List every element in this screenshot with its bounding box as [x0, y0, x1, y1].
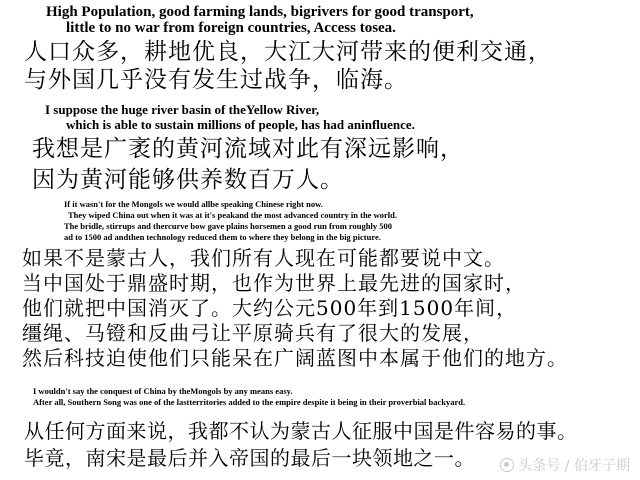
- english-line-4-1: I wouldn't say the conquest of China by theMongols by any means easy.: [33, 386, 293, 396]
- chinese-line-4-1: 从任何方面来说，我都不认为蒙古人征服中国是件容易的事。: [24, 419, 578, 443]
- english-line-3-1: If it wasn't for the Mongols we would allbe speaking Chinese right now.: [64, 199, 323, 209]
- chinese-line-1-1: 人口众多，耕地优良，大江大河带来的便利交通，: [24, 39, 552, 65]
- chinese-line-2-2: 因为黄河能够供养数百万人。: [32, 167, 344, 193]
- english-line-2-2: which is able to sustain millions of people, has had aninfluence.: [66, 117, 415, 132]
- chinese-line-3-4: 缰绳、马镫和反曲弓让平原骑兵有了很大的发展，: [22, 321, 484, 345]
- english-line-3-3: The bridle, stirrups and thercurve bow gave plains horsemen a good run from roughly 500: [64, 221, 392, 231]
- english-line-2-1: I suppose the huge river basin of theYellow River,: [45, 102, 320, 117]
- watermark: [500, 455, 630, 475]
- chinese-line-3-3: 他们就把中国消灭了。大约公元500年到1500年间，: [22, 296, 518, 320]
- chinese-line-1-2: 与外国几乎没有发生过战争，临海。: [24, 67, 408, 93]
- english-line-4-2: After all, Southern Song was one of the lastterritories added to the empire despite it being in their proverbial backyard.: [33, 397, 466, 407]
- english-line-3-4: ad to 1500 ad andthen technology reduced them to where they belong in the big picture.: [64, 232, 381, 242]
- toutiao-logo-icon: [500, 458, 514, 472]
- chinese-line-3-1: 如果不是蒙古人，我们所有人现在可能都要说中文。: [22, 246, 505, 270]
- watermark-text: 头条号 / 伯牙子期: [518, 458, 630, 474]
- english-line-1-2: little to no war from foreign countries, Access tosea.: [66, 20, 396, 36]
- english-line-3-2: They wiped China out when it was at it's peakand the most advanced country in the world.: [68, 210, 397, 220]
- chinese-line-3-2: 当中国处于鼎盛时期，也作为世界上最先进的国家时，: [22, 271, 526, 295]
- chinese-line-2-1: 我想是广袤的黄河流域对此有深远影响，: [32, 136, 464, 162]
- english-line-1-1: High Population, good farming lands, bigrivers for good transport,: [46, 4, 474, 20]
- chinese-line-3-5: 然后科技迫使他们只能呆在广阔蓝图中本属于他们的地方。: [22, 346, 568, 370]
- chinese-line-4-2: 毕竟，南宋是最后并入帝国的最后一块领地之一。: [24, 446, 475, 470]
